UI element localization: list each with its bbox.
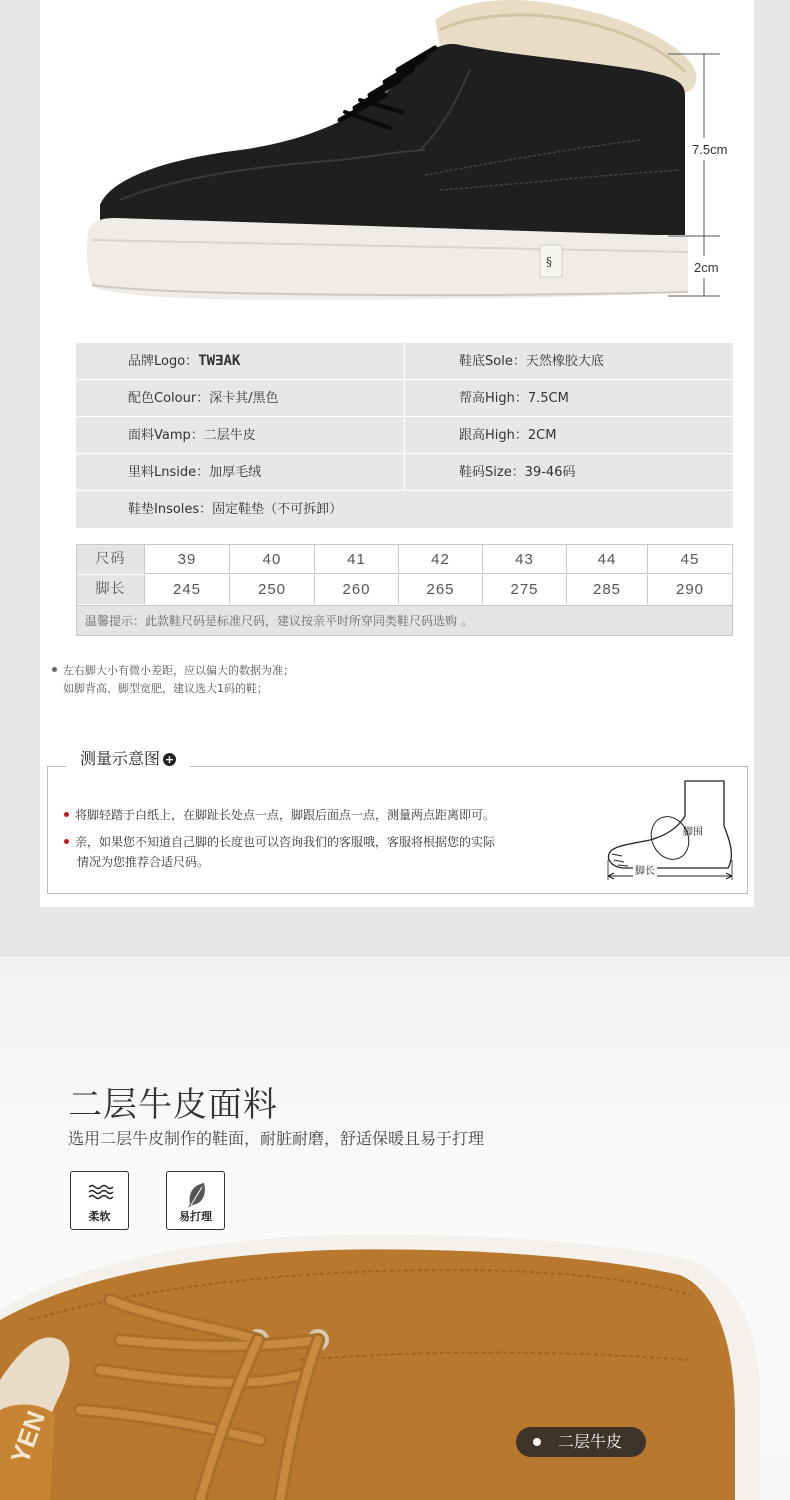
size-cell: 41 <box>315 545 399 574</box>
spec-vamp: 面料Vamp：二层牛皮 <box>128 428 256 443</box>
note-line-1: 左右脚大小有微小差距，应以偏大的数据为准； <box>63 664 294 677</box>
red-bullet-icon <box>64 839 69 844</box>
feature-soft-label: 柔软 <box>88 1210 111 1223</box>
size-cell: 43 <box>483 545 567 574</box>
red-bullet-icon <box>64 812 69 817</box>
length-cell: 250 <box>230 575 315 604</box>
size-header: 尺码 <box>77 545 145 574</box>
length-header: 脚长 <box>77 575 145 604</box>
tan-shoe-image <box>0 1200 790 1500</box>
plus-circle-icon: + <box>164 753 175 766</box>
size-note <box>52 662 294 698</box>
spec-size: 鞋码Size：39-46码 <box>459 465 576 480</box>
length-cell: 265 <box>399 575 483 604</box>
length-cell: 260 <box>315 575 399 604</box>
material-tag-label: 二层牛皮 <box>558 1432 623 1451</box>
foot-length-label: 脚长 <box>633 862 657 877</box>
black-shoe-illustration <box>40 0 754 320</box>
foot-icon <box>600 776 740 886</box>
tag-dot-icon <box>533 1438 541 1446</box>
size-row <box>77 545 732 574</box>
spec-heel-height: 跟高High：2CM <box>459 428 557 443</box>
material-subtitle: 选用二层牛皮制作的鞋面，耐脏耐磨，舒适保暖且易于打理 <box>68 1129 485 1148</box>
spec-colour: 配色Colour：深卡其/黑色 <box>128 391 279 406</box>
material-title: 二层牛皮面料 <box>68 1085 278 1125</box>
size-cell: 45 <box>680 551 700 568</box>
svg-text:§: § <box>546 255 552 269</box>
foot-girth-label: 脚围 <box>683 827 703 838</box>
size-cell: 42 <box>399 545 483 574</box>
length-cell: 290 <box>675 581 705 598</box>
foot-measure-diagram <box>600 776 740 886</box>
black-shoe-image <box>40 0 754 320</box>
spec-upper-height: 帮高High：7.5CM <box>459 391 569 406</box>
material-tag <box>516 1427 646 1457</box>
spec-row <box>76 380 733 417</box>
spec-row <box>76 491 733 528</box>
measure-instruction-2 <box>64 832 495 852</box>
spec-row <box>76 417 733 454</box>
upper-height-label: 7.5cm <box>692 142 728 157</box>
spec-brand-label: 品牌Logo： <box>128 354 199 369</box>
feature-easy-care-label: 易打理 <box>179 1210 212 1223</box>
note-line-2: 如脚背高、脚型宽肥，建议选大1码的鞋； <box>63 682 268 695</box>
bullet-icon <box>52 667 57 672</box>
measure-line-2b: 情况为您推荐合适尺码。 <box>77 855 210 869</box>
material-section <box>0 957 790 1500</box>
size-cell: 44 <box>567 545 648 574</box>
length-cell: 285 <box>567 575 648 604</box>
spec-row <box>76 343 733 380</box>
svg-text:YEN: YEN <box>4 1406 52 1468</box>
measure-instruction-1 <box>64 805 495 825</box>
spec-sole: 鞋底Sole：天然橡胶大底 <box>459 354 604 369</box>
spec-insoles: 鞋垫Insoles：固定鞋垫（不可拆卸） <box>128 502 343 517</box>
spec-row <box>76 454 733 491</box>
spec-table <box>76 343 733 528</box>
size-cell: 39 <box>145 545 230 574</box>
measure-line-2a: 亲，如果您不知道自己脚的长度也可以咨询我们的客服哦，客服将根据您的实际 <box>75 835 496 849</box>
length-cell: 275 <box>483 575 567 604</box>
size-table <box>76 544 733 636</box>
size-tip: 温馨提示：此款鞋尺码是标准尺码，建议按亲平时所穿同类鞋尺码选购 。 <box>77 605 732 635</box>
measure-title <box>66 746 190 772</box>
brand-logo: TW∃AK <box>198 353 241 369</box>
spec-lining: 里料Lnside：加厚毛绒 <box>128 465 262 480</box>
measure-line-1: 将脚轻踏于白纸上，在脚趾长处点一点，脚跟后面点一点，测量两点距离即可。 <box>75 808 496 822</box>
sole-height-label: 2cm <box>694 260 719 275</box>
length-cell: 245 <box>145 575 230 604</box>
length-row <box>77 575 732 604</box>
measure-title-text: 测量示意图 <box>80 749 161 768</box>
size-cell: 40 <box>230 545 315 574</box>
